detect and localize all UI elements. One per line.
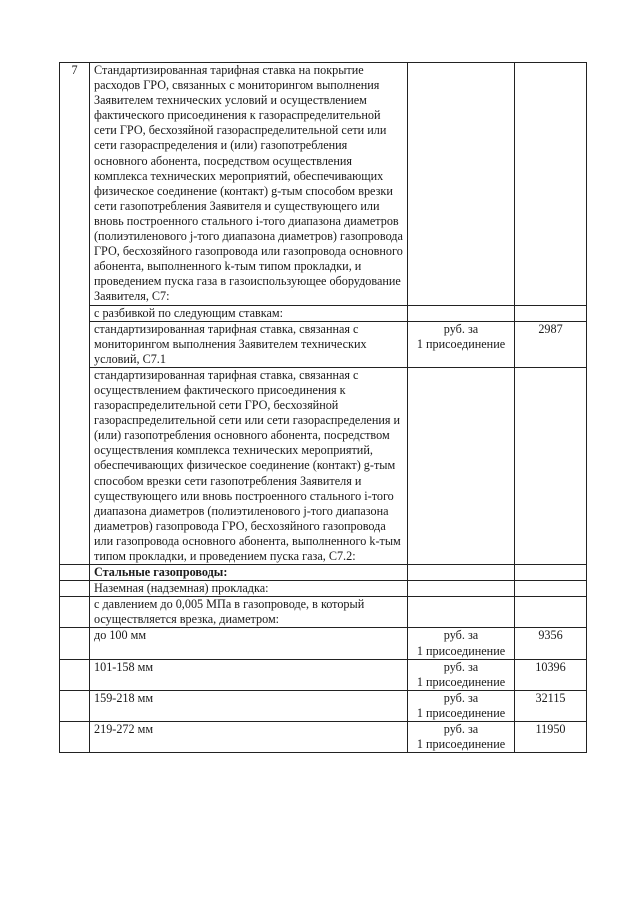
empty-cell xyxy=(515,305,587,321)
diameter-label: 159-218 мм xyxy=(90,690,408,721)
c71-description: стандартизированная тарифная ставка, связанная с мониторингом выполнения Заявителем технических условий, С7.1 xyxy=(90,321,408,367)
table-row-breakdown xyxy=(60,305,587,321)
empty-cell xyxy=(60,565,90,581)
table-row-pressure xyxy=(60,597,587,628)
diameter-value: 11950 xyxy=(515,722,587,753)
diameter-value: 9356 xyxy=(515,628,587,659)
unit-line: 1 присоединение xyxy=(416,643,506,658)
diameter-label: 219-272 мм xyxy=(90,722,408,753)
empty-cell xyxy=(408,367,515,564)
unit-line: руб. за xyxy=(443,690,479,705)
c71-value: 2987 xyxy=(515,321,587,367)
c72-description: стандартизированная тарифная ставка, связанная с осуществлением фактического присоединения к газораспределительной сети ГРО, бесхозяйной газораспределительной сети или сети газораспределения и (или) газопотребления основного абонента, посредством осуществления комплекса технических мероприятий, обеспечивающих физическое соединение (контакт) g-тым способом врезки сети газопотребления Заявителя и существующего или вновь построенного стального i-того диапазона диаметров (полиэтиленового j-того диапазона диаметров) газопровода ГРО, бесхозяйного газопровода или газопровода основного абонента, выполненного k-тым типом прокладки, и проведением пуска газа, С7.2: xyxy=(90,367,408,564)
breakdown-label: с разбивкой по следующим ставкам: xyxy=(90,305,408,321)
diameter-unit xyxy=(408,690,515,721)
diameter-unit xyxy=(408,659,515,690)
table-row-diameter xyxy=(60,659,587,690)
diameter-value: 10396 xyxy=(515,659,587,690)
empty-cell xyxy=(60,690,90,721)
table-row-c7 xyxy=(60,63,587,306)
empty-cell xyxy=(515,63,587,306)
empty-cell xyxy=(515,565,587,581)
empty-cell xyxy=(408,565,515,581)
diameter-unit xyxy=(408,628,515,659)
empty-cell xyxy=(408,597,515,628)
tariff-table xyxy=(59,62,587,753)
table-row-c71 xyxy=(60,321,587,367)
unit-line: руб. за xyxy=(443,321,479,336)
c71-unit xyxy=(408,321,515,367)
empty-cell xyxy=(408,63,515,306)
empty-cell xyxy=(60,628,90,659)
empty-cell xyxy=(408,305,515,321)
diameter-label: 101-158 мм xyxy=(90,659,408,690)
ground-laying: Наземная (надземная) прокладка: xyxy=(90,581,408,597)
table-row-steel xyxy=(60,565,587,581)
diameter-label: до 100 мм xyxy=(90,628,408,659)
unit-line: 1 присоединение xyxy=(416,705,506,720)
table-row-diameter xyxy=(60,722,587,753)
unit-line: 1 присоединение xyxy=(416,674,506,689)
empty-cell xyxy=(515,597,587,628)
diameter-value: 32115 xyxy=(515,690,587,721)
empty-cell xyxy=(60,722,90,753)
empty-cell xyxy=(515,367,587,564)
empty-cell xyxy=(515,581,587,597)
empty-cell xyxy=(60,659,90,690)
unit-line: руб. за xyxy=(443,659,479,674)
unit-line: 1 присоединение xyxy=(416,336,506,351)
empty-cell xyxy=(408,581,515,597)
unit-line: руб. за xyxy=(443,722,479,737)
c7-description: Стандартизированная тарифная ставка на покрытие расходов ГРО, связанных с мониторингом выполнения Заявителем технических условий и осуществлением фактического присоединения к газораспределительной сети ГРО, бесхозяйной газораспределительной сети или сети газораспределения и (или) газопотребления основного абонента, посредством осуществления комплекса технических мероприятий, обеспечивающих физическое соединение (контакт) g-тым способом врезки сети газопотребления Заявителя и существующего или вновь построенного стального i-того диапазона диаметров (полиэтиленового j-того диапазона диаметров) газопровода ГРО, бесхозяйного газопровода или газопровода основного абонента, выполненного k-тым типом прокладки, и проведением пуска газа в газоиспользующее оборудование Заявителя, С7: xyxy=(90,63,408,306)
empty-cell xyxy=(60,581,90,597)
table-row-ground xyxy=(60,581,587,597)
table-row-c72 xyxy=(60,367,587,564)
steel-header: Стальные газопроводы: xyxy=(90,565,408,581)
pressure-condition: с давлением до 0,005 МПа в газопроводе, в который осуществляется врезка, диаметром: xyxy=(90,597,408,628)
table-row-diameter xyxy=(60,628,587,659)
table-row-diameter xyxy=(60,690,587,721)
unit-line: 1 присоединение xyxy=(416,737,506,752)
diameter-unit xyxy=(408,722,515,753)
row-number: 7 xyxy=(60,63,90,565)
unit-line: руб. за xyxy=(443,628,479,643)
empty-cell xyxy=(60,597,90,628)
